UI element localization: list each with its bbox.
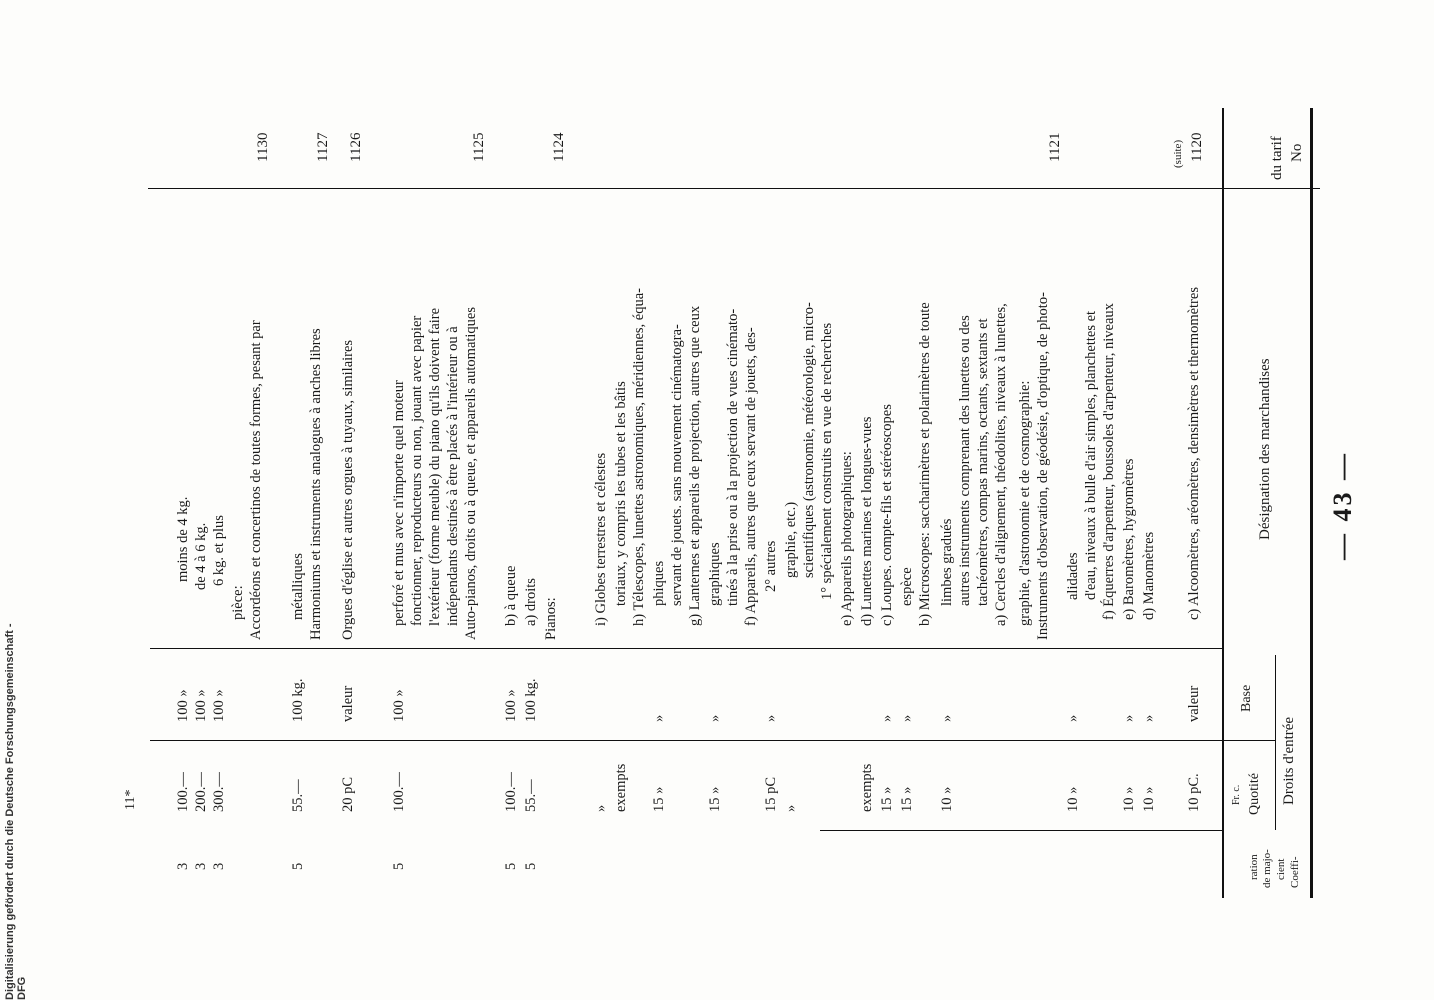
designation-l25: g) Lanternes et appareils de projection, autres que ceux [687, 305, 703, 626]
base-41: 100 kg. [290, 678, 306, 722]
header-quotite-unit: Fr. c. [1231, 784, 1242, 805]
header-coef-3: de majo- [1261, 849, 1273, 888]
designation-l16: d) Lunettes marines et longues-vues [859, 416, 875, 626]
rule-base-end [150, 740, 1224, 741]
rule-designation-end [150, 648, 1224, 649]
designation-l41: métalliques [290, 553, 306, 620]
designation-l37: fonctionner, reproducteurs ou non, jouant avec papier [409, 315, 425, 626]
coef-46: 3 [175, 862, 191, 870]
header-no: No [1289, 143, 1305, 162]
designation-l43: pièce: [230, 585, 246, 620]
quotite-29: exempts [613, 763, 629, 812]
header-droits: Droits d'entrée [1281, 716, 1297, 805]
designation-l02: d) Manomètres [1141, 531, 1157, 620]
quotite-30: » [593, 804, 609, 812]
base-24: » [707, 714, 723, 722]
designation-l27: phiques [651, 560, 667, 606]
header-coef-4: ration [1248, 854, 1260, 880]
coef-33: 5 [503, 862, 519, 870]
designation-l36: l'extérieur (forme meuble) du piano qu'ils doivent faire [427, 307, 443, 626]
designation-l38: perforé et mus avec n'importe quel moteur [391, 380, 407, 626]
designation-l07: Instruments d'observation, de géodésie, d'optique, de photo- [1035, 292, 1051, 640]
quotite-41: 55.— [290, 779, 306, 812]
base-39: valeur [340, 685, 356, 722]
base-01: valeur [1186, 685, 1202, 722]
quotite-45: 200.— [193, 772, 209, 812]
designation-l42: Accordéons et concertinos de toutes formes, pesant par [248, 320, 264, 640]
header-coef-2: cient [1275, 858, 1287, 880]
designation-l31: Pianos: [543, 597, 559, 640]
designation-l12: limbes gradués [939, 518, 955, 606]
header-designation: Désignation des marchandises [1257, 358, 1273, 540]
rule-tarif-vertical [148, 188, 1224, 189]
coef-38: 5 [391, 862, 407, 870]
quotite-44: 300.— [211, 772, 227, 812]
coef-32: 5 [523, 862, 539, 870]
designation-l09: a) Cercles d'alignement, théodolites, niveaux à lunettes, [993, 303, 1009, 626]
quotite-21: 15 pC [763, 776, 779, 812]
designation-l21: 2° autres [763, 540, 779, 592]
base-06: » [1065, 714, 1081, 722]
coef-44: 3 [211, 862, 227, 870]
tarif-1127: 1127 [315, 132, 331, 162]
rule-right [1310, 108, 1313, 898]
quotite-39: 20 pC [340, 776, 356, 812]
designation-l05: d'eau, niveaux à bulle d'air simples, planchettes et [1083, 310, 1099, 600]
designation-l26: servant de jouets. sans mouvement cinématogra- [669, 324, 685, 606]
designation-l44: 6 kg. et plus [211, 515, 227, 586]
tarif-1121: 1121 [1047, 132, 1063, 162]
quotite-14: 15 » [899, 786, 915, 812]
designation-l14: espèce [899, 567, 915, 606]
designation-l19: scientifiques (astronomie, météorologie, micro- [801, 302, 817, 578]
designation-l15: c) Loupes. compte-fils et stéréoscopes [879, 404, 895, 626]
designation-l06: alidades [1065, 552, 1081, 600]
base-32: 100 kg. [523, 678, 539, 722]
designation-l30: i) Globes terrestres et célestes [593, 452, 609, 626]
designation-l24: graphiques [707, 542, 723, 606]
header-base: Base [1239, 684, 1254, 712]
base-38: 100 » [391, 689, 407, 722]
base-14: » [899, 714, 915, 722]
coef-45: 3 [193, 862, 209, 870]
base-02: » [1141, 714, 1157, 722]
base-12: » [939, 714, 955, 722]
rule-droits-split [1222, 740, 1275, 741]
base-21: » [763, 714, 779, 722]
base-27: » [651, 714, 667, 722]
base-44: 100 » [211, 689, 227, 722]
quotite-03: 10 » [1121, 786, 1137, 812]
page-number: — 43 — [1328, 451, 1357, 560]
quotite-46: 100.— [175, 772, 191, 812]
tarif-1120-suite: (suite) [1172, 139, 1184, 168]
base-33: 100 » [503, 689, 519, 722]
rule-droits-top [1275, 655, 1276, 830]
base-15: » [879, 714, 895, 722]
coef-41: 5 [290, 862, 306, 870]
header-coef-1: Coeffi- [1289, 856, 1301, 888]
rule-no-col [1222, 188, 1320, 189]
footer-mark: 11* [123, 789, 138, 810]
designation-l32: a) droits [523, 578, 539, 626]
quotite-27: 15 » [651, 786, 667, 812]
designation-l46: moins de 4 kg. [175, 496, 191, 582]
tarif-1125: 1125 [471, 132, 487, 162]
header-quotite: Quotité [1247, 773, 1262, 815]
tarif-1120: 1120 [1189, 132, 1205, 162]
quotite-33: 100.— [503, 772, 519, 812]
designation-l28: h) Télescopes, lunettes astronomiques, méridiennes, équa- [631, 288, 647, 626]
quotite-12: 10 » [939, 786, 955, 812]
designation-l45: de 4 à 6 kg. [193, 522, 209, 590]
digitization-note: Digitalisierung gefördert durch die Deutsche Forschungsgemeinschaft - DFG [4, 623, 28, 1000]
designation-l08: graphie, d'astronomie et de cosmographie: [1017, 380, 1033, 626]
base-03: » [1121, 714, 1137, 722]
tarif-1126: 1126 [348, 132, 364, 162]
quotite-24: 15 » [707, 786, 723, 812]
designation-l23: tinés à la prise ou à la projection de vues cinémato- [725, 308, 741, 606]
rule-header [1222, 108, 1224, 898]
tarif-1130: 1130 [255, 132, 271, 162]
quotite-16: exempts [859, 763, 875, 812]
quotite-02: 10 » [1141, 786, 1157, 812]
quotite-32: 55.— [523, 779, 539, 812]
header-du-tarif: du tarif [1269, 136, 1285, 180]
designation-l01: c) Alcoomètres, aréomètres, densimètres et thermomètres [1186, 287, 1202, 620]
designation-l34: Auto-pianos, droits ou à queue, et appareils automatiques [463, 306, 479, 640]
designation-l33: b) à queue [503, 565, 519, 626]
designation-l04: f) Équerres d'arpenteur, boussoles d'arpenteur, niveaux [1101, 303, 1117, 620]
designation-l40: Harmoniums et instruments analogues à anches libres [308, 328, 324, 640]
quotite-15: 15 » [879, 786, 895, 812]
designation-l10: tachéomètres, compas marins, octants, sextants et [975, 318, 991, 606]
quotite-06: 10 » [1065, 786, 1081, 812]
quotite-20: » [783, 804, 799, 812]
designation-l39: Orgues d'église et autres orgues à tuyaux, similaires [340, 339, 356, 640]
designation-l20: graphie, etc.) [783, 501, 799, 578]
designation-l18: 1° spécialement construits en vue de recherches [819, 322, 835, 600]
designation-l22: f) Appareils, autres que ceux servant de jouets, des- [743, 327, 759, 626]
designation-l03: e) Baromètres, hygromètres [1121, 458, 1137, 620]
base-46: 100 » [175, 689, 191, 722]
tarif-1124: 1124 [551, 132, 567, 162]
designation-l29: toriaux, y compris les tubes et les bâtis [613, 381, 629, 606]
designation-l11: autres instruments comprenant des lunettes ou des [957, 315, 973, 606]
designation-l13: b) Microscopes: saccharimètres et polarimètres de toute [917, 302, 933, 626]
base-45: 100 » [193, 689, 209, 722]
designation-l35: indépendants destinés à être placés à l'intérieur ou à [445, 326, 461, 626]
quotite-01: 10 pC. [1186, 773, 1202, 812]
rule-quotite-end [820, 830, 1224, 831]
designation-l17: e) Appareils photographiques: [839, 451, 855, 626]
quotite-38: 100.— [391, 772, 407, 812]
